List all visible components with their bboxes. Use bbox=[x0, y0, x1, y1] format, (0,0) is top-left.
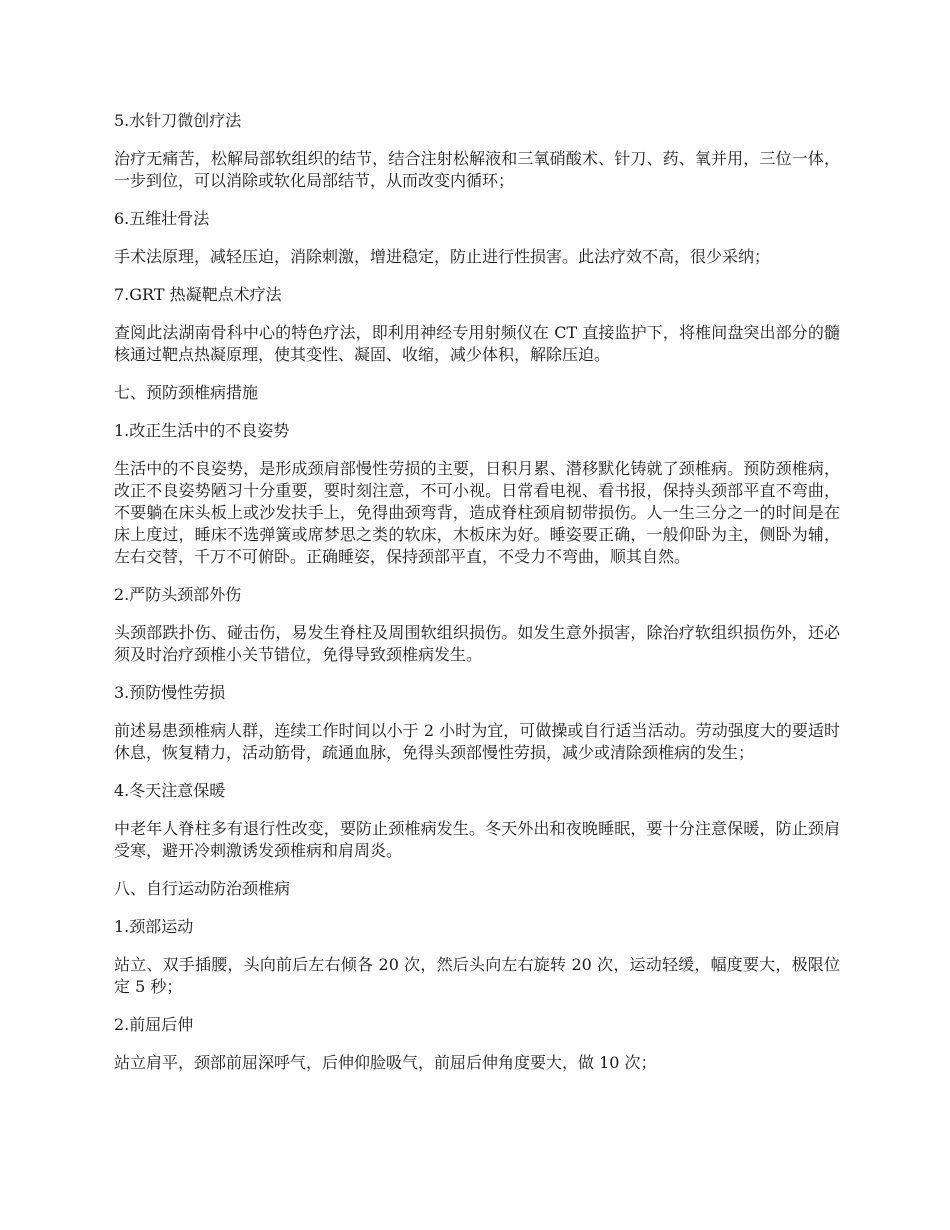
heading-flex-extend: 2.前屈后伸 bbox=[114, 1015, 194, 1034]
paragraph-neck-movement: 站立、双手插腰，头向前后左右倾各 20 次，然后头向左右旋转 20 次，运动轻缓，幅度要大，极限位定 5 秒； bbox=[114, 955, 840, 996]
section-heading-prevention: 七、预防颈椎病措施 bbox=[114, 383, 259, 402]
paragraph-prevent-injury: 头颈部跌扑伤、碰击伤，易发生脊柱及周围软组织损伤。如发生意外损害，除治疗软组织损伤外，还必须及时治疗颈椎小关节错位，免得导致颈椎病发生。 bbox=[114, 623, 840, 664]
paragraph-prevent-strain: 前述易患颈椎病人群，连续工作时间以小于 2 小时为宜，可做操或自行适当活动。劳动强度大的要适时休息，恢复精力，活动筋骨，疏通血脉，免得头颈部慢性劳损，减少或清除颈椎病的发生； bbox=[114, 721, 840, 762]
heading-neck-movement: 1.颈部运动 bbox=[114, 917, 194, 936]
heading-prevent-injury: 2.严防头颈部外伤 bbox=[114, 585, 242, 604]
paragraph-grt-thermocoagulation: 查阅此法湖南骨科中心的特色疗法，即利用神经专用射频仪在 CT 直接监护下，将椎间盘突出部分的髓核通过靶点热凝原理，使其变性、凝固、收缩，减少体积，解除压迫。 bbox=[114, 323, 840, 364]
section-heading-exercise: 八、自行运动防治颈椎病 bbox=[114, 879, 291, 898]
heading-winter-warmth: 4.冬天注意保暖 bbox=[114, 781, 226, 800]
heading-water-needle-knife: 5.水针刀微创疗法 bbox=[114, 111, 242, 130]
document-page bbox=[114, 110, 840, 1090]
heading-five-dimension-bone: 6.五维壮骨法 bbox=[114, 209, 210, 228]
paragraph-five-dimension-bone: 手术法原理，减轻压迫，消除刺激，增进稳定，防止进行性损害。此法疗效不高，很少采纳； bbox=[114, 247, 771, 266]
heading-correct-posture: 1.改正生活中的不良姿势 bbox=[114, 421, 290, 440]
heading-grt-thermocoagulation: 7.GRT 热凝靶点术疗法 bbox=[114, 285, 282, 304]
paragraph-correct-posture: 生活中的不良姿势，是形成颈肩部慢性劳损的主要，日积月累、潜移默化铸就了颈椎病。预防颈椎病，改正不良姿势陋习十分重要，要时刻注意，不可小视。日常看电视、看书报，保持头颈部平直不弯曲，不要躺在床头板上或沙发扶手上，免得曲颈弯背，造成脊柱颈肩韧带损伤。人一生三分之一的时间是在床上度过，睡床不选弹簧或席梦思之类的软床，木板床为好。睡姿要正确，一般仰卧为主，侧卧为辅，左右交替，千万不可俯卧。正确睡姿，保持颈部平直，不受力不弯曲，顺其自然。 bbox=[114, 459, 840, 566]
heading-prevent-strain: 3.预防慢性劳损 bbox=[114, 683, 226, 702]
paragraph-winter-warmth: 中老年人脊柱多有退行性改变，要防止颈椎病发生。冬天外出和夜晚睡眠，要十分注意保暖，防止颈肩受寒，避开冷刺激诱发颈椎病和肩周炎。 bbox=[114, 819, 840, 860]
paragraph-flex-extend: 站立肩平，颈部前屈深呼气，后伸仰脸吸气，前屈后伸角度要大，做 10 次； bbox=[114, 1053, 657, 1072]
paragraph-water-needle-knife: 治疗无痛苦，松解局部软组织的结节，结合注射松解液和三氧硝酸术、针刀、药、氧并用，三位一体，一步到位，可以消除或软化局部结节，从而改变内循环； bbox=[114, 149, 840, 190]
